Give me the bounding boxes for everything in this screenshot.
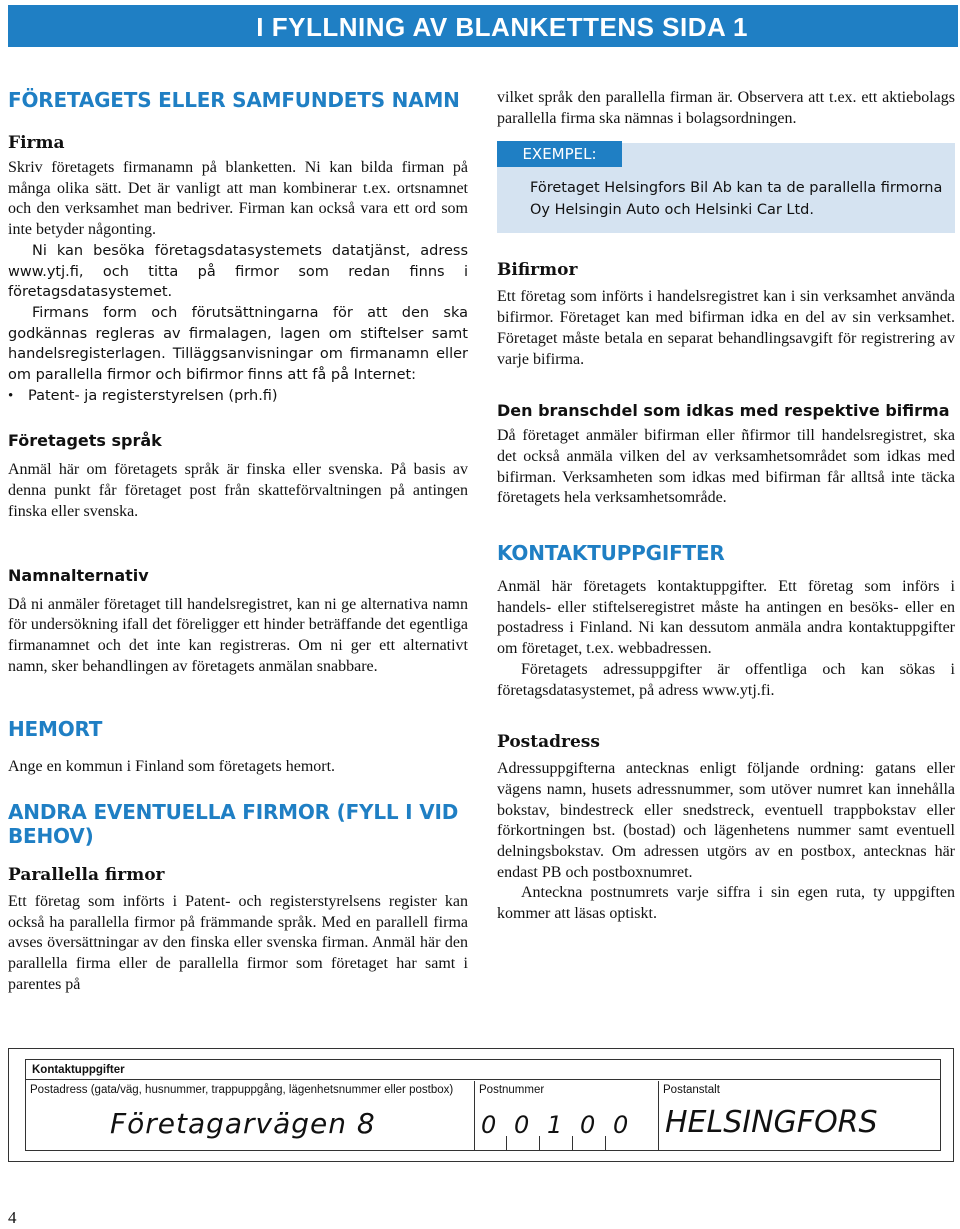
banner-title: I FYLLNING AV BLANKETTENS SIDA 1 (256, 12, 748, 42)
page-number: 4 (8, 1208, 17, 1227)
paragraph-parallella: Ett företag som införts i Patent- och registerstyrelsens register kan också ha parallella firmor på främmande språk. Med en parallell firma avses översättningar av den finska eller svenska firman. Anmäl här den parallella firma eller de parallella firmor som företaget har samt i parentes på (8, 893, 468, 993)
example-text: Företaget Helsingfors Bil Ab kan ta de parallella firmorna Oy Helsingin Auto och Helsinki Car Ltd. (530, 180, 943, 219)
digit-separator (572, 1136, 573, 1150)
postadress-field[interactable] (26, 1081, 474, 1150)
postadress-label: Postadress (gata/väg, husnummer, trappuppgång, lägenhetsnummer eller postbox) (30, 1084, 454, 1096)
paragraph-continued: vilket språk den parallella firman är. Observera att t.ex. ett aktiebolags parallella firma ska nämnas i bolagsordningen. (497, 89, 955, 127)
heading-parallella: Parallella firmor (8, 865, 165, 886)
paragraph-firma-3: Firmans form och förutsättningarna för att den ska godkännas regleras av firmalagen, lagen om stiftelser samt handelsregisterlagen. Tilläggsanvisningar om firmanamn eller om parallella firmor och bifirmor finns att få på Internet: (8, 304, 468, 384)
postnummer-digit: 1 (547, 1111, 564, 1139)
section-title-hemort: HEMORT (8, 717, 103, 742)
digit-separator (605, 1136, 606, 1150)
heading-postadress: Postadress (497, 732, 600, 753)
postnummer-label: Postnummer (479, 1084, 545, 1096)
right-column (497, 88, 955, 925)
paragraph-kontakt-1: Anmäl här företagets kontaktuppgifter. Ett företag som införs i handels- eller stiftelseregistret måste ha antingen en besöks- eller en postadress i Finland. Ni kan dessutom anmäla andra kontaktuppgifter om företaget, t.ex. webbadressen. (497, 578, 955, 658)
paragraph-postadress-2: Anteckna postnumrets varje siffra i sin egen ruta, ty uppgiften kommer att läsas optiskt. (497, 884, 955, 923)
postnummer-digit: 0 (580, 1111, 597, 1139)
postnummer-digit: 0 (514, 1111, 531, 1139)
bullet-text: Patent- ja registerstyrelsen (prh.fi) (28, 387, 278, 404)
top-bar (0, 0, 960, 53)
postadress-value: Företagarvägen 8 (110, 1107, 376, 1140)
bullet-icon: • (8, 387, 14, 404)
postanstalt-value: HELSINGFORS (665, 1105, 878, 1140)
form-inner (25, 1059, 941, 1151)
paragraph-bifirmor: Ett företag som införts i handelsregistret kan i sin verksamhet använda bifirmor. Företaget kan med bifirman idka en del av sin verksamhet. Företaget måste betala en separat behandlingsavgift för registrering av varje bifirma. (497, 288, 955, 368)
paragraph-firma-2: Ni kan besöka företagsdatasystemets datatjänst, adress www.ytj.fi, och titta på firmor som redan finns i företagsdatasystemet. (8, 242, 468, 301)
section-banner (8, 5, 958, 47)
form-title: Kontaktuppgifter (26, 1060, 940, 1080)
section-title-andra-firmor: ANDRA EVENTUELLA FIRMOR (FYLL I VID BEHOV) (8, 800, 459, 849)
bullet-item (8, 386, 468, 407)
paragraph-postadress-1: Adressuppgifterna antecknas enligt följande ordning: gatans eller vägens namn, husets adressnummer, som utöver numret kan innehålla bokstav, bindestreck eller snedstreck, eventuell trappbokstav eller förkortningen bst. (bostad) och lägenhetens nummer samt eventuell delningsbokstav. Om adressen utgörs av en postbox, antecknas här endast PB och postboxnumret. (497, 760, 955, 881)
postanstalt-label: Postanstalt (663, 1084, 720, 1096)
left-column (8, 88, 468, 996)
digit-separator (506, 1136, 507, 1150)
heading-bifirmor: Bifirmor (497, 260, 578, 281)
heading-firma: Firma (8, 133, 65, 153)
heading-namnalternativ: Namnalternativ (8, 565, 149, 585)
postnummer-field[interactable] (475, 1081, 658, 1150)
paragraph-kontakt-2: Företagets adressuppgifter är offentliga och kan sökas i företagsdatasystemet, på adress www.ytj.fi. (497, 660, 955, 699)
paragraph-sprak: Anmäl här om företagets språk är finska eller svenska. På basis av denna punkt får företaget post från skatteförvaltningen på antingen finska eller svenska. (8, 461, 468, 520)
paragraph-namnalternativ: Då ni anmäler företaget till handelsregistret, kan ni ge alternativa namn för undersökning ifall det föreligger ett hinder beträffande det egentliga firmanamnet och det inte kan registreras. Om ni ger ett alternativt namn, sker behandlingen av företagets anmälan snabbare. (8, 595, 468, 675)
contact-form-example (8, 1048, 954, 1162)
postnummer-digit: 0 (481, 1111, 498, 1139)
section-title-kontakt: KONTAKTUPPGIFTER (497, 541, 725, 566)
section-title-company-name: FÖRETAGETS ELLER SAMFUNDETS NAMN (8, 88, 460, 112)
example-box (497, 143, 955, 233)
postanstalt-field[interactable] (659, 1081, 940, 1150)
paragraph-bransch: Då företaget anmäler bifirman eller ñfirmor till handelsregistret, ska det också anmäla vilken del av verksamhetsområdet som idkas med bifirman. Verksamheten som idkas med bifirman får alltså inte täcka företagets hela verksamhetsområde. (497, 427, 955, 507)
paragraph-hemort: Ange en kommun i Finland som företagets hemort. (8, 758, 336, 776)
postnummer-digit: 0 (613, 1111, 630, 1139)
heading-sprak: Företagets språk (8, 431, 162, 451)
digit-separator (539, 1136, 540, 1150)
paragraph-firma-1: Skriv företagets firmanamn på blanketten. Ni kan bilda firman på många olika sätt. Det är vanligt att man kombinerar t.ex. ortsnamnet och den verksamhet man bedriver. Firman kan också vara ett ord som inte betyder någonting. (8, 159, 468, 239)
heading-bransch: Den branschdel som idkas med respektive bifirma (497, 401, 950, 421)
example-label: EXEMPEL: (497, 141, 622, 167)
